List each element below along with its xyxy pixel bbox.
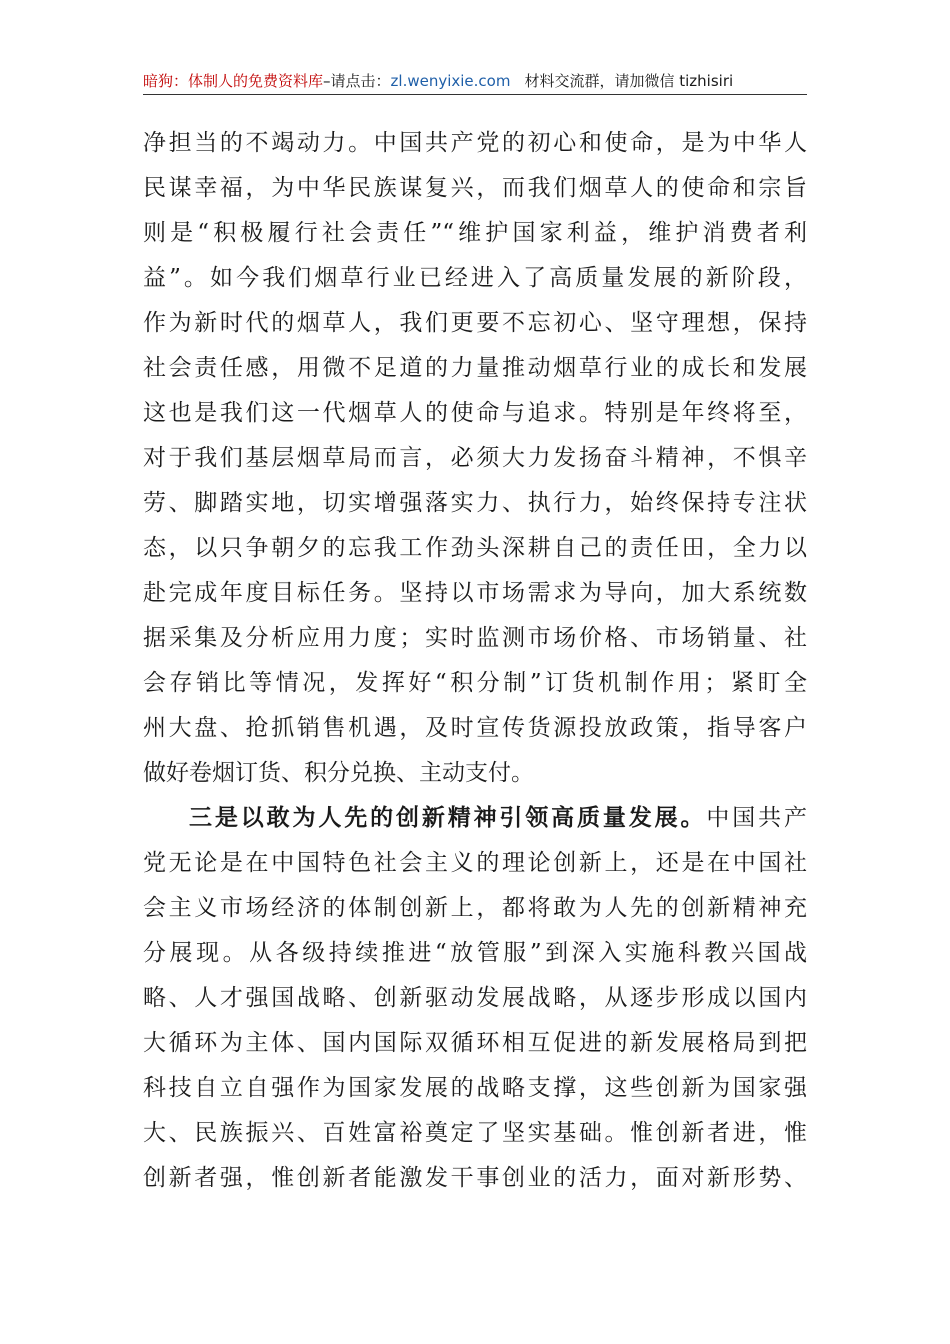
- text-line: 创新者强，惟创新者能激发干事创业的活力，面对新形势、: [143, 1165, 807, 1191]
- header-group-note: 材料交流群，请加微信 tizhisiri: [524, 72, 734, 90]
- text-line: 社会责任感，用微不足道的力量推动烟草行业的成长和发展: [143, 355, 807, 381]
- text-line: 略、人才强国战略、创新驱动发展战略，从逐步形成以国内: [143, 985, 807, 1011]
- text-line: 科技自立自强作为国家发展的战略支撑，这些创新为国家强: [143, 1075, 807, 1101]
- text-line: 益”。如今我们烟草行业已经进入了高质量发展的新阶段，: [143, 265, 807, 291]
- text-line: 赴完成年度目标任务。坚持以市场需求为导向，加大系统数: [143, 580, 807, 606]
- heading-continuation: 中国共产: [706, 805, 807, 831]
- paragraph-2-first-line: [143, 796, 807, 841]
- page-header: [143, 68, 807, 95]
- text-line: 分展现。从各级持续推进“放管服”到深入实施科教兴国战: [143, 940, 807, 966]
- text-line: 这也是我们这一代烟草人的使命与追求。特别是年终将至，: [143, 400, 807, 426]
- text-line: 净担当的不竭动力。中国共产党的初心和使命，是为中华人: [143, 130, 807, 156]
- document-body: [143, 121, 807, 1201]
- header-prompt: –请点击：: [323, 72, 391, 90]
- text-line: 会存销比等情况，发挥好“积分制”订货机制作用；紧盯全: [143, 670, 807, 696]
- text-line: 劳、脚踏实地，切实增强落实力、执行力，始终保持专注状: [143, 490, 807, 516]
- paragraph-1: [143, 121, 807, 796]
- text-line: 做好卷烟订货、积分兑换、主动支付。: [143, 760, 534, 786]
- text-line: 对于我们基层烟草局而言，必须大力发扬奋斗精神，不惧辛: [143, 445, 807, 471]
- header-brand: 暗狗：体制人的免费资料库: [143, 72, 324, 90]
- section-heading: 三是以敢为人先的创新精神引领高质量发展。: [189, 805, 707, 831]
- text-line: 态，以只争朝夕的忘我工作劲头深耕自己的责任田，全力以: [143, 535, 807, 561]
- header-url-link[interactable]: zl.wenyixie.com: [390, 72, 511, 90]
- text-line: 大循环为主体、国内国际双循环相互促进的新发展格局到把: [143, 1030, 807, 1056]
- text-line: 作为新时代的烟草人，我们更要不忘初心、坚守理想，保持: [143, 310, 807, 336]
- text-line: 会主义市场经济的体制创新上，都将敢为人先的创新精神充: [143, 895, 807, 921]
- text-line: 据采集及分析应用力度；实时监测市场价格、市场销量、社: [143, 625, 807, 651]
- text-line: 党无论是在中国特色社会主义的理论创新上，还是在中国社: [143, 850, 807, 876]
- text-line: 州大盘、抢抓销售机遇，及时宣传货源投放政策，指导客户: [143, 715, 807, 741]
- text-line: 则是“积极履行社会责任”“维护国家利益，维护消费者利: [143, 220, 807, 246]
- text-line: 大、民族振兴、百姓富裕奠定了坚实基础。惟创新者进，惟: [143, 1120, 807, 1146]
- text-line: 民谋幸福，为中华民族谋复兴，而我们烟草人的使命和宗旨: [143, 175, 807, 201]
- paragraph-2: [143, 796, 807, 1201]
